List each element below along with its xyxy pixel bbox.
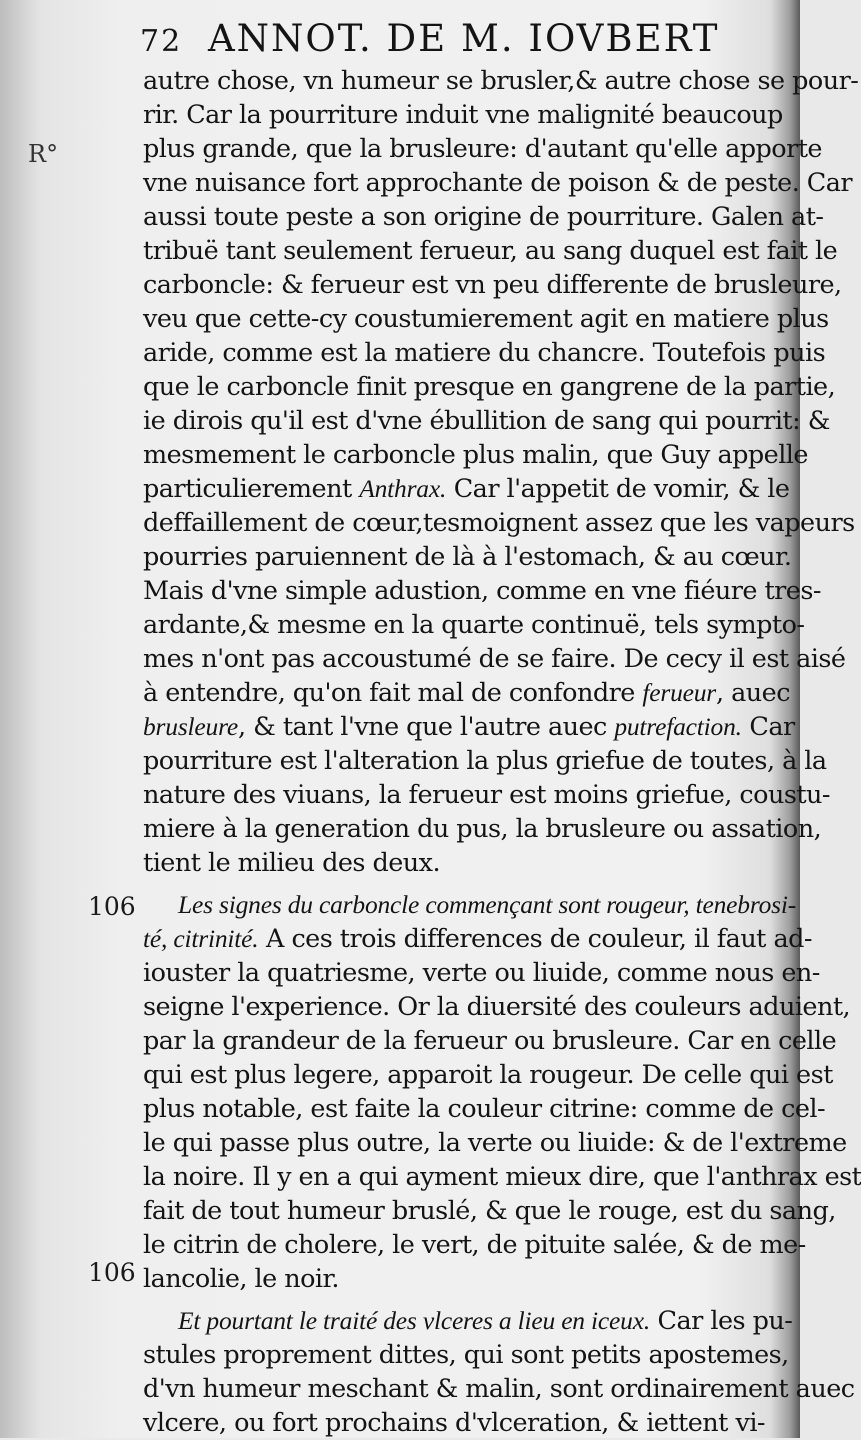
text-segment: , auec: [716, 678, 790, 708]
text-line: ie dirois qu'il est d'vne ébullition de sang qui pourrit: &: [143, 406, 830, 436]
text-line: [143, 676, 790, 710]
lemma-text: té, citrinité.: [143, 924, 259, 953]
text-segment: A ces trois differences de couleur, il faut ad-: [258, 924, 812, 954]
text-line: [143, 922, 812, 956]
lemma-line: [143, 888, 797, 922]
italic-term: putrefaction.: [614, 712, 742, 741]
text-line: miere à la generation du pus, la brusleure ou assation,: [143, 814, 822, 844]
text-line: Mais d'vne simple adustion, comme en vne fiéure tres-: [143, 576, 821, 606]
text-line: le qui passe plus outre, la verte ou liuide: & de l'extreme: [143, 1128, 847, 1158]
text-line: rir. Car la pourriture induit vne malignité beaucoup: [143, 100, 783, 130]
text-line: [143, 710, 795, 744]
margin-number-106a: 106: [88, 892, 136, 921]
italic-term: Anthrax.: [359, 474, 447, 503]
text-line: [143, 472, 790, 506]
margin-mark: R°: [28, 140, 59, 168]
page-number: 72: [140, 24, 183, 59]
text-segment: Car les pu-: [650, 1306, 793, 1336]
text-line: d'vn humeur meschant & malin, sont ordinairement auec: [143, 1374, 855, 1404]
running-title: ANNOT. DE M. IOVBERT: [207, 17, 720, 60]
text-line: qui est plus legere, apparoit la rougeur. De celle qui est: [143, 1060, 833, 1090]
text-line: stules proprement dittes, qui sont petits apostemes,: [143, 1340, 789, 1370]
text-line: deffaillement de cœur,tesmoignent assez que les vapeurs: [143, 508, 855, 538]
text-segment: Car: [741, 712, 795, 742]
text-line: ardante,& mesme en la quarte continuë, tels sympto-: [143, 610, 805, 640]
margin-number-106b: 106: [88, 1258, 136, 1287]
text-line: que le carboncle finit presque en gangrene de la partie,: [143, 372, 836, 402]
text-segment: , & tant l'vne que l'autre auec: [238, 712, 615, 742]
text-line: pourriture est l'alteration la plus griefue de toutes, à la: [143, 746, 827, 776]
text-segment: à entendre, qu'on fait mal de confondre: [143, 678, 643, 708]
text-line: aussi toute peste a son origine de pourriture. Galen at-: [143, 202, 824, 232]
text-line: vlcere, ou fort prochains d'vlceration, & iettent vi-: [143, 1408, 765, 1438]
text-line: aride, comme est la matiere du chancre. Toutefois puis: [143, 338, 826, 368]
text-line: plus notable, est faite la couleur citrine: comme de cel-: [143, 1094, 826, 1124]
text-line: pourries paruiennent de là à l'estomach, & au cœur.: [143, 542, 792, 572]
text-line: par la grandeur de la ferueur ou brusleure. Car en celle: [143, 1026, 837, 1056]
text-line: carboncle: & ferueur est vn peu differente de brusleure,: [143, 270, 842, 300]
text-line: autre chose, vn humeur se brusler,& autre chose se pour-: [143, 66, 859, 96]
text-segment: Car l'appetit de vomir, & le: [446, 474, 790, 504]
text-line: mesmement le carboncle plus malin, que Guy appelle: [143, 440, 808, 470]
text-line: veu que cette-cy coustumierement agit en matiere plus: [143, 304, 829, 334]
text-line: le citrin de cholere, le vert, de pituite salée, & de me-: [143, 1230, 806, 1260]
text-line: plus grande, que la brusleure: d'autant qu'elle apporte: [143, 134, 822, 164]
text-line: nature des viuans, la ferueur est moins griefue, coustu-: [143, 780, 830, 810]
lemma-text: Les signes du carboncle commençant sont rougeur, tenebrosi-: [178, 890, 797, 919]
lemma-text: Et pourtant le traité des vlceres a lieu en iceux.: [178, 1306, 650, 1335]
text-line: la noire. Il y en a qui ayment mieux dire, que l'anthrax est: [143, 1162, 861, 1192]
lemma-line: [143, 1304, 793, 1338]
text-segment: particulierement: [143, 474, 360, 504]
text-line: lancolie, le noir.: [143, 1264, 339, 1294]
body-text: [143, 64, 861, 1440]
text-line: tribuë tant seulement ferueur, au sang duquel est fait le: [143, 236, 838, 266]
running-header: [140, 18, 790, 63]
text-line: fait de tout humeur bruslé, & que le rouge, est du sang,: [143, 1196, 836, 1226]
text-line: vne nuisance fort approchante de poison & de peste. Car: [143, 168, 853, 198]
italic-term: brusleure: [143, 712, 238, 741]
text-line: mes n'ont pas accoustumé de se faire. De cecy il est aisé: [143, 644, 846, 674]
italic-term: ferueur: [642, 678, 717, 707]
text-line: tient le milieu des deux.: [143, 848, 441, 878]
text-line: iouster la quatriesme, verte ou liuide, comme nous en-: [143, 958, 820, 988]
text-line: seigne l'experience. Or la diuersité des couleurs aduient,: [143, 992, 851, 1022]
